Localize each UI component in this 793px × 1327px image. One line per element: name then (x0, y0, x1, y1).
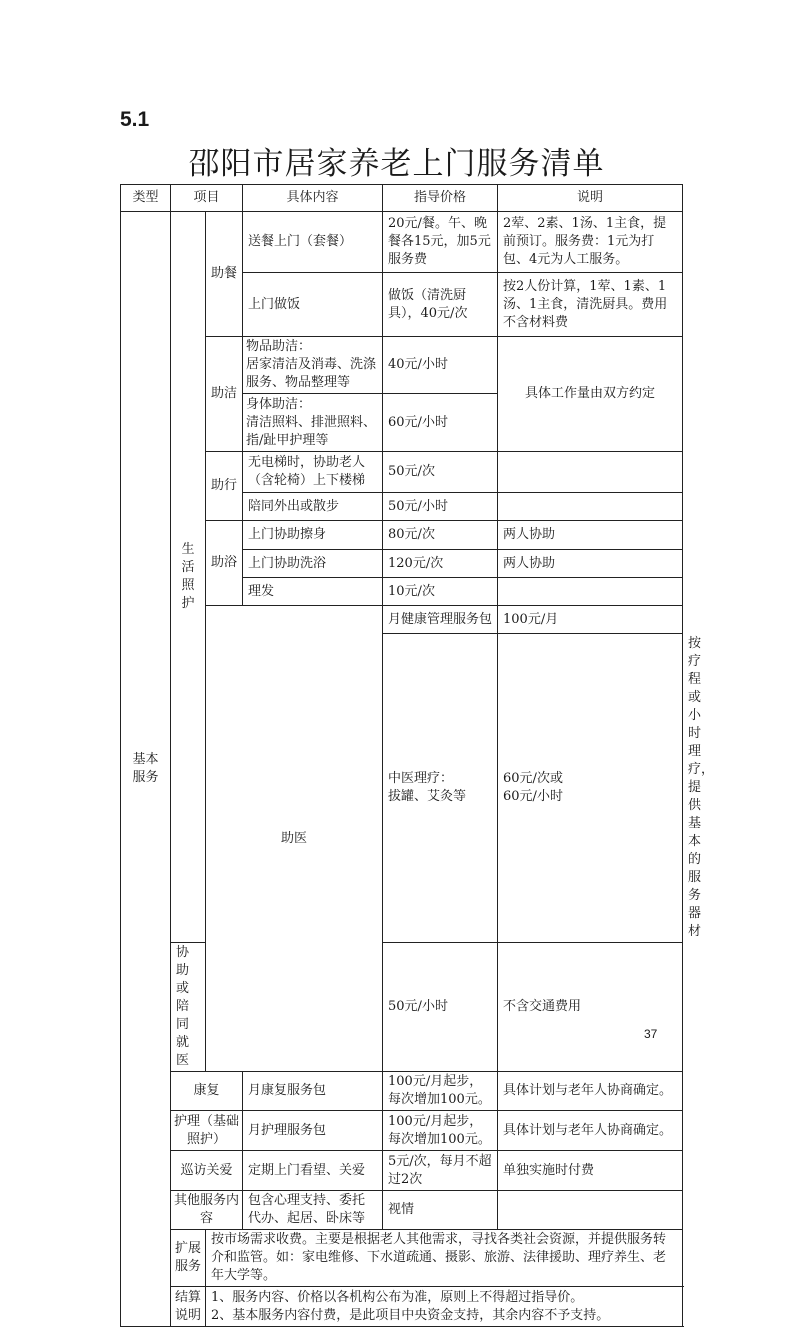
medical-label: 助医 (206, 606, 383, 1072)
other-label: 其他服务内容 (171, 1191, 243, 1230)
table-cell-price: 120元/次 (383, 550, 498, 578)
extended-label: 扩展 服务 (171, 1230, 206, 1287)
table-cell-price: 50元/次 (383, 452, 498, 493)
table-row (121, 521, 683, 550)
table-cell-note: 两人协助 (498, 550, 683, 578)
settlement-label: 结算 说明 (171, 1287, 206, 1327)
table-row (121, 1230, 683, 1287)
table-cell-price: 做饭（清洗厨具），40元/次 (383, 273, 498, 337)
bath-label: 助浴 (206, 521, 243, 606)
basic-service-label: 基本 服务 (121, 212, 171, 1327)
table-cell-note: 具体工作量由双方约定 (498, 337, 683, 452)
table-cell-price: 60元/小时 (383, 394, 498, 452)
meal-label: 助餐 (206, 212, 243, 337)
walk-label: 助行 (206, 452, 243, 521)
table-cell-content: 送餐上门（套餐） (243, 212, 383, 273)
service-table (120, 184, 715, 1327)
clean-label: 助洁 (206, 337, 243, 452)
table-cell-content: 协助或陪同就医 (171, 943, 206, 1072)
table-cell-price: 40元/小时 (383, 337, 498, 394)
extended-text: 按市场需求收费。主要是根据老人其他需求，寻找各类社会资源，并提供服务转介和监管。如：家电维修、下水道疏通、摄影、旅游、法律援助、理疗养生、老年大学等。 (206, 1230, 683, 1287)
table-cell-price: 50元/小时 (383, 943, 498, 1072)
table-row (121, 1111, 683, 1151)
table-cell-price: 20元/餐。午、晚餐各15元，加5元服务费 (383, 212, 498, 273)
page-number: 37 (644, 1027, 658, 1041)
table-cell-content: 上门协助擦身 (243, 521, 383, 550)
rehab-label: 康复 (171, 1072, 243, 1111)
table-cell-price: 视情 (383, 1191, 498, 1230)
table-cell-content: 定期上门看望、关爱 (243, 1151, 383, 1191)
table-cell-price: 100元/月起步，每次增加100元。 (383, 1072, 498, 1111)
table-row (121, 1151, 683, 1191)
table-cell-content: 包含心理支持、委托代办、起居、卧床等 (243, 1191, 383, 1230)
table-cell-content: 理发 (243, 578, 383, 606)
table-cell-price: 100元/月 (498, 606, 683, 634)
life-care-label: 生 活 照 护 (171, 212, 206, 943)
visit-label: 巡访关爱 (171, 1151, 243, 1191)
table-cell-price: 60元/次或 60元/小时 (498, 634, 683, 943)
settlement-text: 1、服务内容、价格以各机构公布为准，原则上不得超过指导价。 2、基本服务内容付费，是此项目中央资金支持，其余内容不予支持。 (206, 1287, 683, 1327)
nursing-label: 护理（基础照护） (171, 1111, 243, 1151)
header-type: 类型 (121, 185, 171, 212)
table-cell-content: 无电梯时，协助老人（含轮椅）上下楼梯 (243, 452, 383, 493)
table-row (121, 1287, 683, 1327)
header-content: 具体内容 (243, 185, 383, 212)
table-row (121, 1191, 683, 1230)
table-cell-content: 月健康管理服务包 (383, 606, 498, 634)
table-cell-price: 80元/次 (383, 521, 498, 550)
table-cell-note (498, 493, 683, 521)
table-cell-note: 具体计划与老年人协商确定。 (498, 1111, 683, 1151)
table-header-row (121, 185, 683, 212)
table-cell-content: 上门协助洗浴 (243, 550, 383, 578)
table-cell-note: 2荤、2素、1汤、1主食，提前预订。服务费：1元为打包、4元为人工服务。 (498, 212, 683, 273)
table-cell-note: 单独实施时付费 (498, 1151, 683, 1191)
page-title: 邵阳市居家养老上门服务清单 (188, 146, 605, 182)
table-cell-content: 中医理疗： 拔罐、艾灸等 (383, 634, 498, 943)
table-row (121, 1072, 683, 1111)
table-row (121, 452, 683, 493)
table-row (121, 943, 683, 1072)
table-cell-note: 按2人份计算，1荤、1素、1汤、1主食，清洗厨具。费用不含材料费 (498, 273, 683, 337)
table-row (121, 337, 683, 394)
table-cell-price: 100元/月起步，每次增加100元。 (383, 1111, 498, 1151)
table-cell-content: 陪同外出或散步 (243, 493, 383, 521)
table-cell-note (498, 578, 683, 606)
table-cell-content: 月康复服务包 (243, 1072, 383, 1111)
table-cell-content: 上门做饭 (243, 273, 383, 337)
section-number: 5.1 (120, 108, 150, 131)
table-cell-note (498, 452, 683, 493)
table-cell-content: 月护理服务包 (243, 1111, 383, 1151)
table-cell-note: 两人协助 (498, 521, 683, 550)
header-item: 项目 (171, 185, 243, 212)
table-cell-content: 身体助洁： 清洁照料、排泄照料、指/趾甲护理等 (243, 394, 383, 452)
table-cell-note: 具体计划与老年人协商确定。 (498, 1072, 683, 1111)
table-cell-price: 5元/次，每月不超过2次 (383, 1151, 498, 1191)
header-note: 说明 (498, 185, 683, 212)
table-cell-content: 物品助洁： 居家清洁及消毒、洗涤服务、物品整理等 (243, 337, 383, 394)
header-price: 指导价格 (383, 185, 498, 212)
table-cell-price: 10元/次 (383, 578, 498, 606)
table-row: 中医理疗： 拔罐、艾灸等 60元/次或 60元/小时 按疗程或小时理疗，提供基本的服务器材 (121, 634, 683, 943)
table-row (121, 606, 683, 634)
table-cell-note (498, 1191, 683, 1230)
table-cell-price: 50元/小时 (383, 493, 498, 521)
table-cell-note: 不含交通费用 (498, 943, 683, 1072)
table-row (121, 212, 683, 273)
